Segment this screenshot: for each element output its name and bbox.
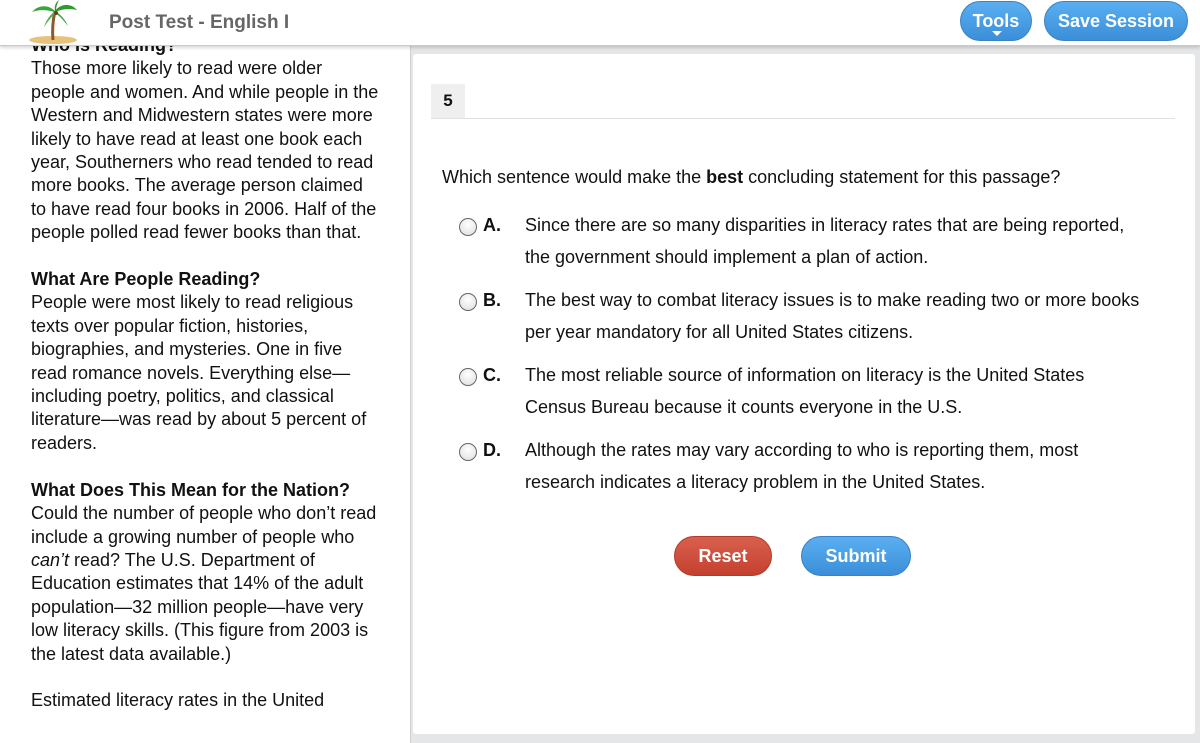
- option-text: Although the rates may vary according to who is reporting them, most research indicates a literacy problem in the United States.: [525, 440, 1079, 492]
- answer-option-c[interactable]: [459, 362, 1159, 422]
- radio-button-d[interactable]: [459, 443, 477, 461]
- passage-text: read? The U.S. Department of Education estimates that 14% of the adult population—32 million people—have very low literacy skills. (This figure from 2003 is the latest data available.): [31, 549, 369, 664]
- app-title: Post Test - English I: [109, 12, 290, 33]
- option-letter: C.: [483, 365, 501, 385]
- passage-paragraph-3: [31, 502, 381, 666]
- option-letter: D.: [483, 440, 501, 460]
- submit-button[interactable]: Submit: [801, 536, 911, 576]
- option-text: The best way to combat literacy issues is to make reading two or more books per year mandatory for all United States citizens.: [525, 290, 1140, 342]
- option-letter: B.: [483, 290, 501, 310]
- radio-button-a[interactable]: [459, 218, 477, 236]
- passage-heading-nation: What Does This Mean for the Nation?: [31, 479, 351, 500]
- question-panel: [413, 54, 1195, 734]
- passage-paragraph-1: Those more likely to read were older people and women. And while people in the Western and Midwestern states were more likely to have read at least one book each year, Southerners who read tended to read more books. The average person claimed to have read four books in 2006. Half of the people polled read fewer books than that.: [31, 58, 379, 243]
- divider: [431, 118, 1175, 119]
- answer-option-b[interactable]: [459, 287, 1159, 347]
- reset-button[interactable]: Reset: [674, 536, 772, 576]
- answer-option-d[interactable]: [459, 437, 1159, 497]
- answer-option-a[interactable]: [459, 212, 1159, 272]
- passage-paragraph-2: People were most likely to read religious texts over popular fiction, histories, biographies, and mysteries. One in five read romance novels. Everything else—including poetry, politics, and classical literature—was read by about 5 percent of readers.: [31, 292, 367, 453]
- passage-paragraph-4: Estimated literacy rates in the United: [31, 690, 325, 711]
- passage-text: Could the number of people who don’t read include a growing number of people who: [31, 503, 377, 547]
- option-letter: A.: [483, 215, 501, 235]
- passage-content: [31, 46, 381, 713]
- question-stem: [442, 167, 1060, 188]
- chevron-down-icon: [992, 31, 1002, 36]
- question-number: 5: [431, 84, 465, 118]
- tools-button[interactable]: [960, 1, 1032, 41]
- passage-panel[interactable]: [0, 46, 411, 743]
- radio-button-b[interactable]: [459, 293, 477, 311]
- palm-tree-logo-icon: [26, 0, 82, 44]
- app-header: [0, 0, 1200, 46]
- stem-text: concluding statement for this passage?: [743, 167, 1061, 187]
- stem-bold: best: [706, 167, 744, 187]
- option-text: The most reliable source of information on literacy is the United States Census Bureau because it counts everyone in the U.S.: [525, 365, 1085, 417]
- passage-heading-what: What Are People Reading?: [31, 269, 261, 290]
- stem-text: Which sentence would make the: [442, 167, 707, 187]
- tools-label: Tools: [972, 10, 1020, 31]
- passage-emphasis: can’t: [31, 549, 70, 570]
- radio-button-c[interactable]: [459, 368, 477, 386]
- save-session-button[interactable]: Save Session: [1044, 1, 1188, 41]
- option-text: Since there are so many disparities in literacy rates that are being reported, the government should implement a plan of action.: [525, 215, 1125, 267]
